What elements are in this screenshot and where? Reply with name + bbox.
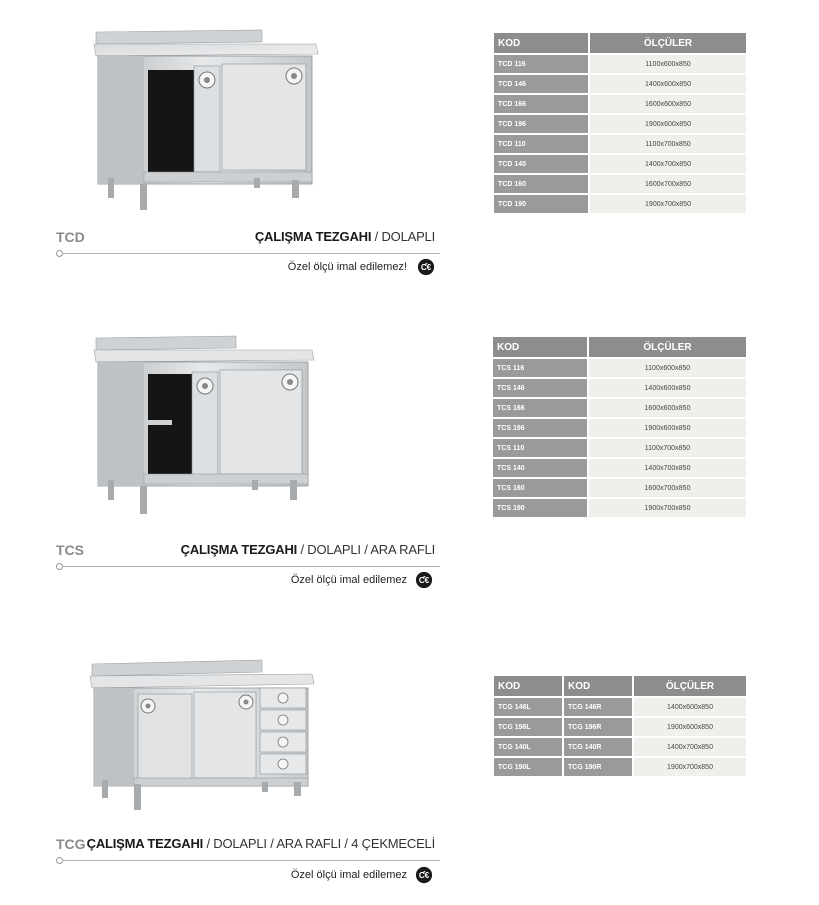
workbench-cabinet-drawers-image <box>86 658 318 814</box>
ce-certification-icon <box>417 258 435 276</box>
table-cell-code-left: TCG 190L <box>494 756 564 776</box>
table-cell-dimensions: 1600x600x850 <box>589 397 746 417</box>
table-header-code-right: KOD <box>564 676 634 696</box>
table-cell-code-right: TCG 196R <box>564 716 634 736</box>
table-cell-code: TCD 160 <box>494 173 590 193</box>
table-cell-dimensions: 1100x600x850 <box>590 53 746 73</box>
custom-size-note: Özel ölçü imal edilemez! <box>287 261 407 273</box>
divider-line <box>62 860 440 861</box>
table-row <box>494 133 746 153</box>
product-code: TCS <box>56 542 84 558</box>
table-row <box>493 477 746 497</box>
custom-size-note: Özel ölçü imal edilemez <box>290 869 407 881</box>
product-title <box>87 836 435 851</box>
table-header-dimensions: ÖLÇÜLER <box>634 676 746 696</box>
table-row <box>493 497 746 517</box>
table-cell-code-left: TCG 140L <box>494 736 564 756</box>
product-title-subtitle: / DOLAPLI / ARA RAFLI / 4 ÇEKMECELİ <box>203 836 435 851</box>
table-row <box>493 437 746 457</box>
table-cell-dimensions: 1900x700x850 <box>590 193 746 213</box>
dimensions-table <box>494 676 746 776</box>
table-cell-dimensions: 1100x700x850 <box>590 133 746 153</box>
table-cell-code: TCD 116 <box>494 53 590 73</box>
product-title-main: ÇALIŞMA TEZGAHI <box>254 229 372 244</box>
table-cell-dimensions: 1900x600x850 <box>589 417 746 437</box>
table-cell-dimensions: 1900x700x850 <box>589 497 746 517</box>
table-row <box>494 173 746 193</box>
table-cell-code-right: TCG 140R <box>564 736 634 756</box>
table-row <box>494 736 746 756</box>
table-row <box>494 93 746 113</box>
table-cell-code: TCD 196 <box>494 113 590 133</box>
svg-text:Ƈ€: Ƈ€ <box>420 263 432 273</box>
table-cell-dimensions: 1600x700x850 <box>589 477 746 497</box>
table-header-code-left: KOD <box>494 676 564 696</box>
table-row <box>494 696 746 716</box>
table-header-dimensions: ÖLÇÜLER <box>589 337 746 357</box>
table-header-code: KOD <box>493 337 589 357</box>
table-cell-code-right: TCG 146R <box>564 696 634 716</box>
ce-certification-icon <box>415 866 433 884</box>
product-title-main: ÇALIŞMA TEZGAHI <box>86 836 204 851</box>
table-row <box>494 113 746 133</box>
table-cell-dimensions: 1900x600x850 <box>634 716 746 736</box>
table-row <box>494 73 746 93</box>
table-cell-code: TCS 196 <box>493 417 589 437</box>
table-row <box>494 193 746 213</box>
table-cell-code: TCS 190 <box>493 497 589 517</box>
table-row <box>494 53 746 73</box>
product-code: TCG <box>56 836 86 852</box>
table-cell-dimensions: 1100x700x850 <box>589 437 746 457</box>
table-cell-dimensions: 1400x600x850 <box>589 377 746 397</box>
table-cell-code: TCS 116 <box>493 357 589 377</box>
custom-size-note: Özel ölçü imal edilemez <box>290 574 407 586</box>
table-cell-code: TCS 166 <box>493 397 589 417</box>
product-title-subtitle: / DOLAPLI / ARA RAFLI <box>297 542 435 557</box>
table-cell-code-left: TCG 196L <box>494 716 564 736</box>
table-row <box>493 457 746 477</box>
table-row <box>493 397 746 417</box>
table-cell-dimensions: 1400x600x850 <box>634 696 746 716</box>
dimensions-table <box>493 337 746 517</box>
table-cell-code: TCS 140 <box>493 457 589 477</box>
table-cell-code: TCD 146 <box>494 73 590 93</box>
table-cell-dimensions: 1600x600x850 <box>590 93 746 113</box>
dimensions-table <box>494 33 746 213</box>
table-cell-code-left: TCG 146L <box>494 696 564 716</box>
table-cell-code-right: TCG 190R <box>564 756 634 776</box>
workbench-cabinet-image <box>90 28 322 213</box>
table-row <box>493 377 746 397</box>
product-title-subtitle: / DOLAPLI <box>371 229 435 244</box>
table-cell-dimensions: 1400x700x850 <box>634 736 746 756</box>
table-row <box>494 716 746 736</box>
divider-line <box>62 566 440 567</box>
table-cell-dimensions: 1900x700x850 <box>634 756 746 776</box>
table-cell-code: TCS 160 <box>493 477 589 497</box>
product-title-main: ÇALIŞMA TEZGAHI <box>180 542 298 557</box>
divider-line <box>62 253 440 254</box>
table-cell-code: TCS 110 <box>493 437 589 457</box>
table-cell-dimensions: 1400x600x850 <box>590 73 746 93</box>
table-cell-code: TCD 110 <box>494 133 590 153</box>
product-title <box>255 229 435 244</box>
product-code: TCD <box>56 229 85 245</box>
table-cell-code: TCD 190 <box>494 193 590 213</box>
table-cell-dimensions: 1600x700x850 <box>590 173 746 193</box>
product-title <box>181 542 435 557</box>
table-row <box>493 357 746 377</box>
ce-certification-icon <box>415 571 433 589</box>
table-header-dimensions: ÖLÇÜLER <box>590 33 746 53</box>
table-row <box>494 153 746 173</box>
table-cell-code: TCS 146 <box>493 377 589 397</box>
table-cell-dimensions: 1400x700x850 <box>590 153 746 173</box>
table-row <box>494 756 746 776</box>
table-row <box>493 417 746 437</box>
svg-text:Ƈ€: Ƈ€ <box>418 576 430 586</box>
table-header-code: KOD <box>494 33 590 53</box>
table-cell-dimensions: 1100x600x850 <box>589 357 746 377</box>
table-cell-dimensions: 1400x700x850 <box>589 457 746 477</box>
table-cell-dimensions: 1900x600x850 <box>590 113 746 133</box>
table-cell-code: TCD 140 <box>494 153 590 173</box>
workbench-cabinet-shelf-image <box>90 334 322 519</box>
table-cell-code: TCD 166 <box>494 93 590 113</box>
svg-text:Ƈ€: Ƈ€ <box>418 871 430 881</box>
